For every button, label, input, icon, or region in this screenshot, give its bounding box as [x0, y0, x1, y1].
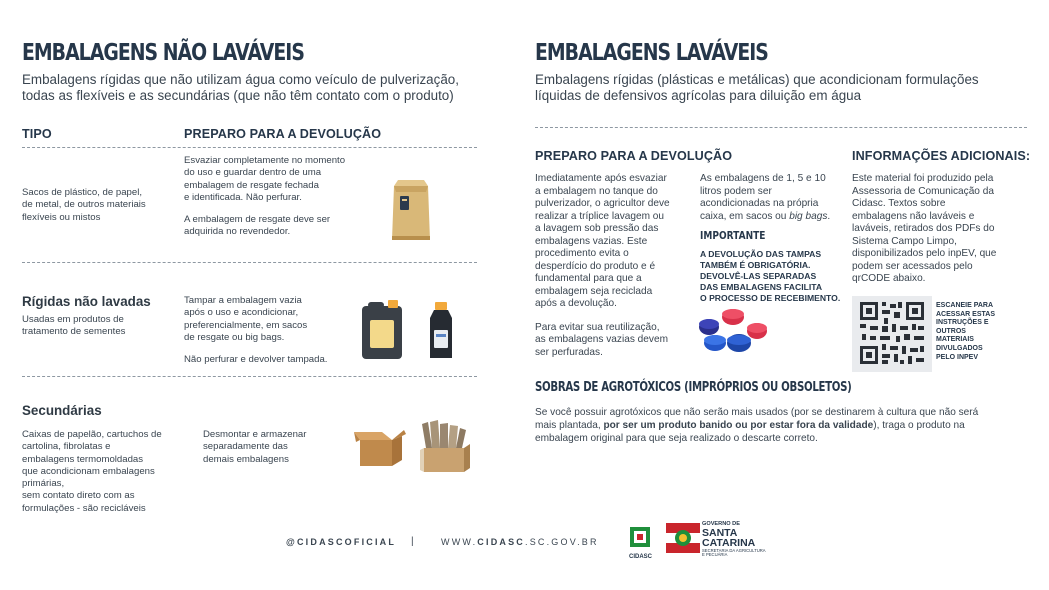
bottle-icon	[426, 302, 456, 365]
website-link[interactable]	[441, 537, 599, 547]
qr-caption-line: OUTROS	[936, 327, 966, 335]
divider	[535, 127, 1027, 128]
prep-line: embalagem de resgate fechada	[184, 179, 319, 191]
tamanhos-line-text: caixa, em sacos ou	[700, 210, 790, 222]
preparo-line: embalagens vazias. Este	[535, 235, 648, 247]
prep-line: demais embalagens	[203, 453, 289, 465]
tamanhos-line: As embalagens de 1, 5 e 10	[700, 173, 826, 184]
prep-line: preferencialmente, em sacos	[184, 319, 308, 331]
social-handle[interactable]: @CIDASCOFICIAL	[286, 537, 397, 547]
importante-label: IMPORTANTE	[700, 229, 766, 242]
divider	[22, 147, 477, 148]
row-rigidas-prep	[184, 295, 384, 366]
footer-separator: |	[411, 536, 414, 547]
cidasc-logo	[629, 526, 651, 560]
row-sacos-desc	[22, 187, 172, 224]
importante-line: DEVOLVÊ-LAS SEPARADAS	[700, 271, 817, 281]
preparo-text	[535, 173, 695, 359]
governo-logo	[702, 522, 766, 557]
preparo-line: desperdício do produto e é	[535, 260, 656, 272]
row-rigidas-desc	[22, 314, 172, 339]
desc-line: Usadas em produtos de	[22, 314, 124, 325]
prep-line: adquirida no revendedor.	[184, 226, 291, 238]
prep-line: Desmontar e armazenar	[203, 429, 307, 440]
tamanhos-line: acondicionadas na própria	[700, 198, 819, 209]
info-line: qrCODE abaixo.	[852, 273, 926, 284]
col-header-tipo: TIPO	[22, 127, 52, 141]
preparo-line: após a devolução.	[535, 298, 617, 309]
preparo-line: Imediatamente após esvaziar	[535, 173, 667, 184]
prep-line: do uso e guardar dentro de uma	[184, 167, 322, 179]
gov-line: SANTA	[702, 526, 738, 539]
sobras-bold-banido: por ser um produto banido ou	[603, 419, 748, 431]
qr-caption-line: INSTRUÇÕES E	[936, 319, 989, 327]
bottle-caps-icon	[697, 305, 771, 360]
desc-line: tratamento de sementes	[22, 326, 126, 338]
qr-caption-line: ACESSAR ESTAS	[936, 310, 995, 318]
prep-line: e identificada. Não perfurar.	[184, 191, 302, 203]
qr-caption-line: ESCANEIE PARA	[936, 302, 994, 309]
right-title: EMBALAGENS LAVÁVEIS	[535, 40, 768, 66]
row-rigidas-title: Rígidas não lavadas	[22, 294, 151, 309]
gov-line: E PECUÁRIA	[702, 551, 728, 557]
sobras-line	[535, 420, 1030, 433]
info-line: embalagens não laváveis e	[852, 210, 975, 222]
info-line: Este material foi produzido pela	[852, 173, 994, 184]
sobras-text-e: ), traga o produto na	[873, 419, 965, 431]
desc-line: embalagens termomoldadas	[22, 453, 144, 465]
sobras-title: SOBRAS DE AGROTÓXICOS (IMPRÓPRIOS OU OBSOLETOS)	[535, 380, 852, 395]
preparo-line: realizar a tríplice lavagem ou	[535, 210, 665, 222]
prep-line: A embalagem de resgate deve ser	[184, 214, 331, 226]
importante-line: TAMBÉM É OBRIGATÓRIA.	[700, 260, 811, 270]
preparo-line: embalagem seja reciclada	[535, 285, 653, 297]
sobras-text-a: mais plantada,	[535, 419, 604, 431]
left-subtitle-line: todas as flexíveis e as secundárias (que não têm contato com o produto)	[22, 88, 454, 103]
prep-line: Tampar a embalagem vazia	[184, 295, 302, 306]
preparo-line: ser perfuradas.	[535, 346, 603, 358]
prep-line: Não perfurar e devolver tampada.	[184, 354, 328, 366]
desc-line: cartolina, fibrolatas e	[22, 441, 111, 453]
gov-line: GOVERNO DE	[702, 521, 740, 527]
row-secundarias-title: Secundárias	[22, 403, 102, 418]
prep-line: separadamente das	[203, 441, 288, 453]
sobras-bold-validade: por estar fora da validade	[750, 419, 874, 431]
preparo-line: a lavagem sob pressão das	[535, 223, 659, 234]
big-bags-italic: big bags	[789, 210, 828, 222]
qr-code-icon[interactable]	[852, 296, 932, 372]
preparo-header: PREPARO PARA A DEVOLUÇÃO	[535, 149, 733, 163]
preparo-line: Para evitar sua reutilização,	[535, 321, 660, 333]
tamanhos-text	[700, 173, 845, 223]
desc-line: primárias,	[22, 478, 65, 490]
col-header-preparo: PREPARO PARA A DEVOLUÇÃO	[184, 127, 382, 141]
preparo-line: pulverizador, o agricultor deve	[535, 198, 670, 209]
importante-line: A DEVOLUÇÃO DAS TAMPAS	[700, 249, 822, 259]
desc-line: de metal, de outros materiais	[22, 199, 146, 211]
sobras-line: embalagem original para que seja realizado o descarte correto.	[535, 432, 818, 444]
sc-flag-icon	[666, 523, 700, 558]
desc-line: Caixas de papelão, cartuchos de	[22, 429, 162, 440]
desc-line: Sacos de plástico, de papel,	[22, 187, 143, 198]
right-subtitle-line: Embalagens rígidas (plásticas e metálicas) que acondicionam formulações	[535, 72, 979, 87]
right-subtitle	[535, 72, 979, 104]
info-header: INFORMAÇÕES ADICIONAIS:	[852, 149, 1031, 163]
divider	[22, 376, 477, 377]
gov-line: CATARINA	[702, 537, 756, 550]
tamanhos-line	[700, 211, 845, 224]
sobras-line: Se você possuir agrotóxicos que não serão mais usados (por se destinarem à cultura que não será	[535, 407, 979, 418]
period: .	[827, 210, 831, 222]
left-subtitle	[22, 72, 459, 104]
divider	[22, 262, 477, 263]
sobras-text	[535, 407, 1030, 445]
info-line: disponibilizados pelo inpEV, que	[852, 248, 997, 259]
desc-line: flexíveis ou mistos	[22, 211, 101, 223]
jerrycan-icon	[360, 300, 404, 365]
importante-text	[700, 249, 850, 304]
importante-line: DAS EMBALAGENS FACILITA	[700, 282, 823, 292]
info-line: Sistema Campo Limpo,	[852, 235, 957, 247]
row-secundarias-desc	[22, 429, 197, 515]
prep-line: após o uso e acondicionar,	[184, 307, 299, 319]
qr-caption-line: PELO INPEV	[936, 353, 979, 361]
preparo-line: fundamental para que a	[535, 273, 642, 284]
site-prefix: WWW.	[441, 537, 478, 547]
desc-line: que acondicionam embalagens	[22, 465, 155, 477]
site-suffix: .SC.GOV.BR	[525, 537, 599, 547]
preparo-line: as embalagens vazias devem	[535, 334, 668, 345]
qr-caption-line: DIVULGADOS	[936, 344, 983, 352]
cardboard-box-icon	[352, 428, 406, 473]
info-line: podem ser acessados pelo	[852, 260, 973, 272]
paper-bag-icon	[388, 178, 434, 247]
gov-line: SECRETARIA DA AGRICULTURA	[702, 547, 766, 553]
desc-line: sem contato direto com as	[22, 490, 135, 502]
row-sacos-prep	[184, 155, 384, 239]
prep-line: de resgate ou big bags.	[184, 331, 285, 343]
left-subtitle-line: Embalagens rígidas que não utilizam água como veículo de pulverização,	[22, 72, 459, 87]
prep-line: Esvaziar completamente no momento	[184, 155, 346, 166]
info-text	[852, 173, 1032, 286]
qr-caption	[936, 302, 1016, 362]
info-line: laváveis, retirados dos PDFs do	[852, 223, 995, 234]
preparo-line: a embalagem no tanque do	[535, 185, 658, 197]
qr-caption-line: MATERIAIS	[936, 336, 974, 344]
info-line: Assessoria de Comunicação da	[852, 185, 994, 197]
flattened-boxes-icon	[416, 420, 470, 479]
right-subtitle-line: líquidas de defensivos agrícolas para diluição em água	[535, 88, 862, 103]
info-line: Cidasc. Textos sobre	[852, 198, 946, 209]
row-secundarias-prep	[203, 429, 353, 466]
preparo-line: procedimento evita o	[535, 248, 629, 259]
importante-line: O PROCESSO DE RECEBIMENTO.	[700, 293, 841, 303]
tamanhos-line: litros podem ser	[700, 185, 772, 197]
site-bold: CIDASC	[477, 537, 525, 547]
left-title: EMBALAGENS NÃO LAVÁVEIS	[22, 40, 304, 66]
desc-line: formulações - são recicláveis	[22, 502, 146, 514]
cidasc-logo-text: CIDASC	[629, 554, 653, 560]
